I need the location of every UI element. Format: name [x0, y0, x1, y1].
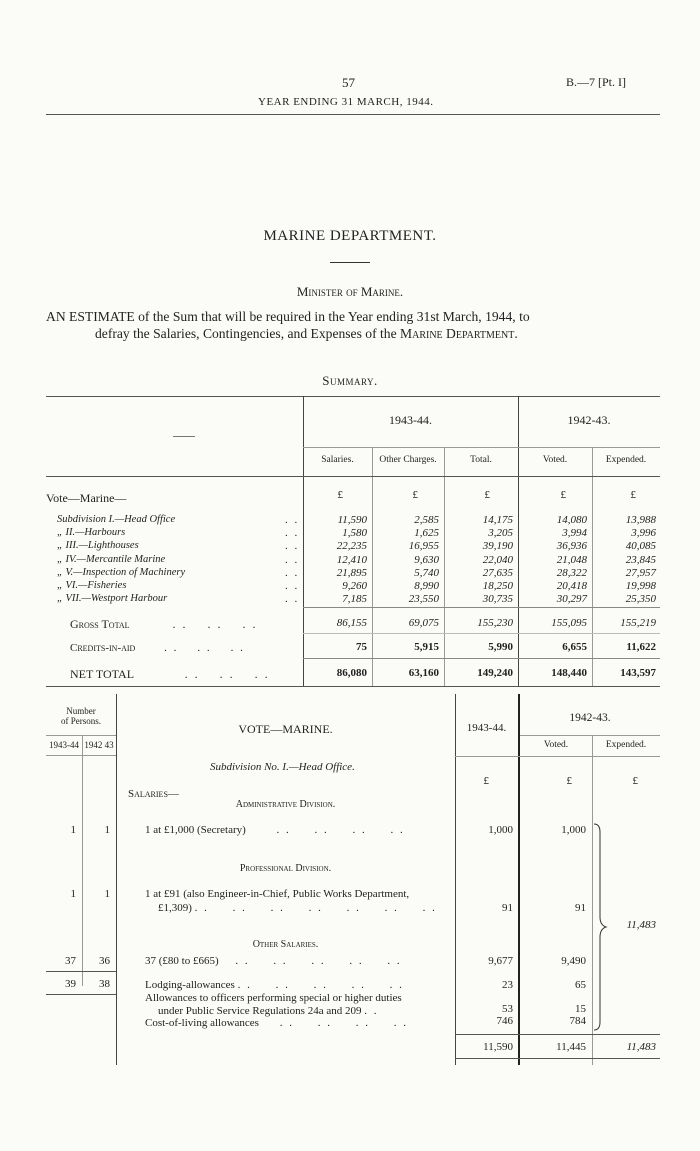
col-total: Total.	[470, 455, 492, 465]
item-secretary: 1 at £1,000 (Secretary) . . . . . . . .	[145, 824, 405, 836]
credits-voted: 6,655	[562, 641, 587, 653]
net-total-label: NET TOTAL . . . . . .	[70, 667, 270, 681]
net-other: 63,160	[408, 667, 439, 679]
salaries-label: Salaries—	[128, 788, 179, 800]
col-salaries: Salaries.	[321, 455, 354, 465]
subdivision-salaries: 1,580	[342, 527, 367, 540]
net-voted: 148,440	[551, 667, 587, 679]
gross-expended: 155,219	[620, 617, 656, 629]
subdivision-total: 27,635	[482, 566, 513, 579]
subdivision-salaries: 7,185	[342, 593, 367, 606]
subdivision-voted: 36,936	[556, 540, 587, 553]
total-expended: 11,483	[626, 1041, 656, 1053]
department-title: MARINE DEPARTMENT.	[263, 228, 437, 244]
subdivision-salaries: 12,410	[336, 553, 367, 566]
subdivision-salaries: 22,235	[336, 540, 367, 553]
gross-total-label: Gross Total . . . . . .	[70, 617, 258, 631]
summary-year-previous: 1942-43.	[567, 413, 611, 427]
leader-dots: . .	[285, 553, 300, 566]
vote-marine-label: Vote—Marine—	[46, 491, 127, 505]
page-number: 57	[342, 75, 355, 90]
leader-dots: . .	[285, 527, 300, 540]
subdivision-expended: 27,957	[625, 566, 656, 579]
vote-year-previous: 1942-43.	[569, 712, 611, 724]
subdivision-other: 8,990	[414, 580, 439, 592]
subdivision-salaries: 11,590	[337, 514, 367, 526]
subdivision-row-label: „ II.—Harbours	[57, 527, 126, 539]
year-ending: YEAR ENDING 31 MARCH, 1944.	[258, 96, 434, 108]
subdivision-voted: 30,297	[556, 593, 587, 606]
subdivision-salaries: 21,895	[336, 566, 367, 579]
estimate-line-2: defray the Salaries, Contingencies, and Expenses of the Marine Department.	[95, 326, 518, 341]
subdivision-row-label: Subdivision I.—Head Office	[57, 514, 176, 525]
credits-label: Credits-in-aid . . . . . .	[70, 642, 245, 654]
credits-total: 5,990	[488, 641, 513, 653]
subdivision-voted: 14,080	[556, 514, 587, 526]
subdivision-total: 3,205	[488, 527, 513, 540]
cost-of-living-allowances: Cost-of-living allowances . . . . . . . .	[145, 1017, 408, 1029]
subdivision-other: 2,585	[414, 514, 439, 526]
summary-top-rule	[46, 396, 660, 397]
document-reference: B.—7 [Pt. I]	[566, 75, 626, 89]
credits-salaries: 75	[356, 641, 367, 653]
net-total: 149,240	[477, 667, 513, 679]
vote-col-voted: Voted.	[543, 740, 569, 750]
other-salaries: Other Salaries.	[252, 939, 319, 950]
persons-header: Number of Persons.	[61, 706, 101, 726]
professional-division: Professional Division.	[239, 863, 332, 874]
subdivision-row-label: „ III.—Lighthouses	[57, 540, 139, 552]
net-salaries: 86,080	[336, 667, 367, 679]
subdivision-expended: 25,350	[625, 593, 656, 606]
subdivision-other: 16,955	[408, 540, 439, 553]
subdivision-row-label: „ V.—Inspection of Machinery	[57, 566, 186, 578]
subdivision-salaries: 9,260	[342, 580, 367, 592]
persons-col-1943: 1943-44	[49, 740, 79, 750]
lodging-allowances: Lodging-allowances . . . . . . . . . .	[145, 979, 404, 991]
subdivision-expended: 19,998	[625, 580, 656, 592]
bracket-expended: 11,483	[626, 919, 656, 931]
persons-col-1942: 1942 43	[84, 740, 114, 750]
subdivision-row-label: „ VI.—Fisheries	[57, 580, 127, 591]
vote-col-expended: Expended.	[605, 740, 647, 750]
subdivision-total: 18,250	[482, 580, 513, 592]
subdivision-voted: 21,048	[556, 553, 587, 566]
item-engineer: 1 at £91 (also Engineer-in-Chief, Public Works Department,	[145, 888, 410, 900]
subdivision-voted: 28,322	[556, 566, 587, 579]
header-rule	[46, 114, 660, 115]
subdivision-other: 23,550	[408, 593, 439, 606]
subdivision-total: 14,175	[482, 514, 513, 526]
subdivision-total: 30,735	[482, 593, 513, 606]
col-expended: Expended.	[605, 455, 647, 465]
col-voted: Voted.	[542, 455, 568, 465]
subdivision-expended: 13,988	[625, 514, 656, 526]
gross-other: 69,075	[408, 617, 439, 629]
estimate-line-1: AN ESTIMATE of the Sum that will be required in the Year ending 31st March, 1944, to	[46, 309, 530, 324]
minister-title: Minister of Marine.	[296, 284, 404, 299]
subdivision-other: 5,740	[414, 566, 439, 579]
subdivision-row-label: „ IV.—Mercantile Marine	[57, 553, 166, 565]
subdivision-voted: 3,994	[562, 527, 587, 540]
subdivision-expended: 3,996	[631, 527, 656, 540]
subdivision-other: 1,625	[414, 527, 439, 540]
net-expended: 143,597	[620, 667, 656, 679]
item-other-salaries: 37 (£80 to £665) . . . . . . . . . .	[145, 955, 402, 967]
admin-division: Administrative Division.	[235, 799, 336, 810]
subdivision-total: 39,190	[482, 540, 513, 553]
gross-salaries: 86,155	[336, 617, 367, 629]
total-voted: 11,445	[556, 1041, 586, 1053]
vote-title: VOTE—MARINE.	[238, 722, 333, 736]
gross-total: 155,230	[477, 617, 513, 629]
credits-other: 5,915	[414, 641, 439, 653]
col-other-charges: Other Charges.	[379, 455, 437, 465]
subdivision-total: 22,040	[482, 553, 513, 566]
subdivision-other: 9,630	[414, 553, 439, 566]
total-current: 11,590	[483, 1041, 513, 1053]
summary-heading: Summary.	[322, 373, 378, 388]
subdivision-row-label: „ VII.—Westport Harbour	[57, 593, 168, 605]
leader-dots: . .	[285, 540, 300, 553]
subdivision-heading: Subdivision No. I.—Head Office.	[210, 761, 355, 773]
vote-year-current: 1943-44.	[466, 722, 507, 734]
leader-dots: . .	[285, 580, 300, 592]
title-rule	[330, 262, 370, 263]
gross-voted: 155,095	[551, 617, 587, 629]
special-duties-allowances: Allowances to officers performing special or higher duties	[145, 992, 402, 1004]
leader-dots: . .	[285, 566, 300, 579]
leader-dots: . .	[285, 593, 300, 606]
credits-expended: 11,622	[626, 641, 656, 653]
summary-year-current: 1943-44.	[389, 413, 432, 427]
leader-dots: . .	[285, 514, 300, 526]
subdivision-voted: 20,418	[556, 580, 587, 592]
subdivision-expended: 40,085	[625, 540, 656, 553]
subdivision-expended: 23,845	[625, 553, 656, 566]
